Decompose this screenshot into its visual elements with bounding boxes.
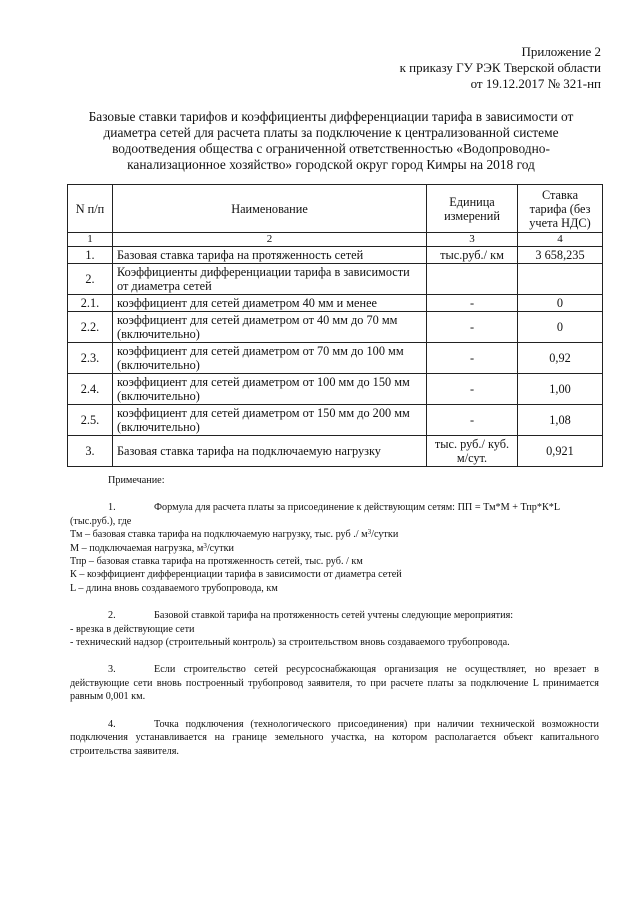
row-rate: 1,00	[518, 374, 603, 405]
row-num: 3.	[68, 436, 113, 467]
bullet-item: - технический надзор (строительный контроль) за строительством вновь создаваемого трубопровода.	[70, 637, 510, 649]
document-title	[70, 109, 592, 173]
order-reference: к приказу ГУ РЭК Тверской области	[399, 60, 601, 75]
row-unit	[427, 264, 518, 295]
row-num: 2.4.	[68, 374, 113, 405]
table-row	[68, 312, 603, 343]
tariff-table	[67, 184, 603, 467]
note-number: 3.	[108, 664, 116, 676]
header-name: Наименование	[113, 185, 427, 233]
table-row	[68, 405, 603, 436]
index-cell: 4	[518, 233, 603, 247]
header-unit: Единица измерений	[427, 185, 518, 233]
table-row	[68, 436, 603, 467]
index-cell: 2	[113, 233, 427, 247]
note-text: Базовой ставкой тарифа на протяженность сетей учтены следующие мероприятия:	[154, 610, 514, 622]
header-rate: Ставка тарифа (без учета НДС)	[518, 185, 603, 233]
definition-m	[70, 542, 599, 555]
spacer	[70, 704, 599, 718]
appendix-number: Приложение 2	[521, 44, 601, 59]
row-name: коэффициент для сетей диаметром от 70 мм до 100 мм (включительно)	[113, 343, 427, 374]
row-num: 2.3.	[68, 343, 113, 374]
definition-text: /сутки	[371, 529, 399, 541]
table-index-row	[68, 233, 603, 247]
row-rate: 3 658,235	[518, 247, 603, 264]
note-3	[70, 663, 599, 703]
definition-tpr: Тпр – базовая ставка тарифа на протяженность сетей, тыс. руб. / км	[70, 556, 363, 568]
row-unit: -	[427, 343, 518, 374]
index-cell: 3	[427, 233, 518, 247]
row-name: Базовая ставка тарифа на подключаемую нагрузку	[113, 436, 427, 467]
superscript: 3	[367, 528, 372, 537]
superscript: 3	[203, 541, 207, 550]
definition-tm	[70, 528, 599, 541]
row-num: 1.	[68, 247, 113, 264]
bullet-item: - врезка в действующие сети	[70, 623, 195, 635]
row-name: коэффициент для сетей диаметром от 100 мм до 150 мм (включительно)	[113, 374, 427, 405]
row-num: 2.2.	[68, 312, 113, 343]
title-line: водоотведения общества с ограниченной ответственностью «Водопроводно-	[112, 141, 550, 156]
title-line: диаметра сетей для расчета платы за подключение к централизованной системе	[103, 125, 559, 140]
row-name: Коэффициенты дифференциации тарифа в зависимости от диаметра сетей	[113, 264, 427, 295]
row-name: коэффициент для сетей диаметром от 150 мм до 200 мм (включительно)	[113, 405, 427, 436]
header-num: N п/п	[68, 185, 113, 233]
row-name: Базовая ставка тарифа на протяженность сетей	[113, 247, 427, 264]
table-row	[68, 247, 603, 264]
appendix-header	[400, 44, 601, 92]
note-4	[70, 718, 599, 758]
title-line: Базовые ставки тарифов и коэффициенты дифференциации тарифа в зависимости от	[88, 109, 574, 124]
spacer	[70, 595, 599, 609]
note-number: 4.	[108, 718, 116, 730]
note-1	[70, 501, 599, 528]
row-name: коэффициент для сетей диаметром от 40 мм до 70 мм (включительно)	[113, 312, 427, 343]
row-unit: -	[427, 295, 518, 312]
row-rate: 0,92	[518, 343, 603, 374]
definition-text: Тм – базовая ставка тарифа на подключаемую нагрузку, тыс. руб ./ м	[70, 529, 368, 541]
definition-text: М – подключаемая нагрузка, м	[70, 542, 204, 554]
table-header-row	[68, 185, 603, 233]
index-cell: 1	[68, 233, 113, 247]
table-row	[68, 343, 603, 374]
row-rate	[518, 264, 603, 295]
title-line: канализационное хозяйство» городской округ город Кимры на 2018 год	[127, 157, 535, 172]
row-unit: -	[427, 405, 518, 436]
row-num: 2.1.	[68, 295, 113, 312]
table-row	[68, 295, 603, 312]
definition-text: /сутки	[206, 542, 234, 554]
row-unit: тыс.руб./ км	[427, 247, 518, 264]
spacer	[70, 649, 599, 663]
notes-label: Примечание:	[108, 475, 165, 486]
note-text: Точка подключения (технологического присоединения) при наличии технической возможности подключения устанавливается на границе земельного участка, на котором располагается объект капитального строительства заявителя.	[70, 718, 599, 757]
row-rate: 0	[518, 312, 603, 343]
note-number: 1.	[108, 502, 116, 514]
note-2	[70, 609, 599, 622]
table-row	[68, 264, 603, 295]
row-rate: 0	[518, 295, 603, 312]
row-num: 2.	[68, 264, 113, 295]
row-num: 2.5.	[68, 405, 113, 436]
row-unit: -	[427, 312, 518, 343]
note-text: Формула для расчета платы за присоединение к действующим сетям: ПП = Тм*М + Тпр*К*L (тыс.руб.), где	[70, 502, 560, 527]
row-rate: 0,921	[518, 436, 603, 467]
row-unit: тыс. руб./ куб. м/сут.	[427, 436, 518, 467]
note-text: Если строительство сетей ресурсоснабжающая организация не осуществляет, но врезает в действующие сети вновь построенный трубопровод заявителя, то при расчете платы за подключение L принимается равным 0,001 км.	[70, 664, 599, 703]
row-name: коэффициент для сетей диаметром 40 мм и менее	[113, 295, 427, 312]
notes-section	[70, 474, 599, 758]
definition-l: L – длина вновь создаваемого трубопровода, км	[70, 582, 278, 594]
row-rate: 1,08	[518, 405, 603, 436]
order-date: от 19.12.2017 № 321-нп	[470, 76, 601, 91]
row-unit: -	[427, 374, 518, 405]
note-number: 2.	[108, 610, 116, 622]
table-row	[68, 374, 603, 405]
definition-k: К – коэффициент дифференциации тарифа в зависимости от диаметра сетей	[70, 569, 402, 581]
